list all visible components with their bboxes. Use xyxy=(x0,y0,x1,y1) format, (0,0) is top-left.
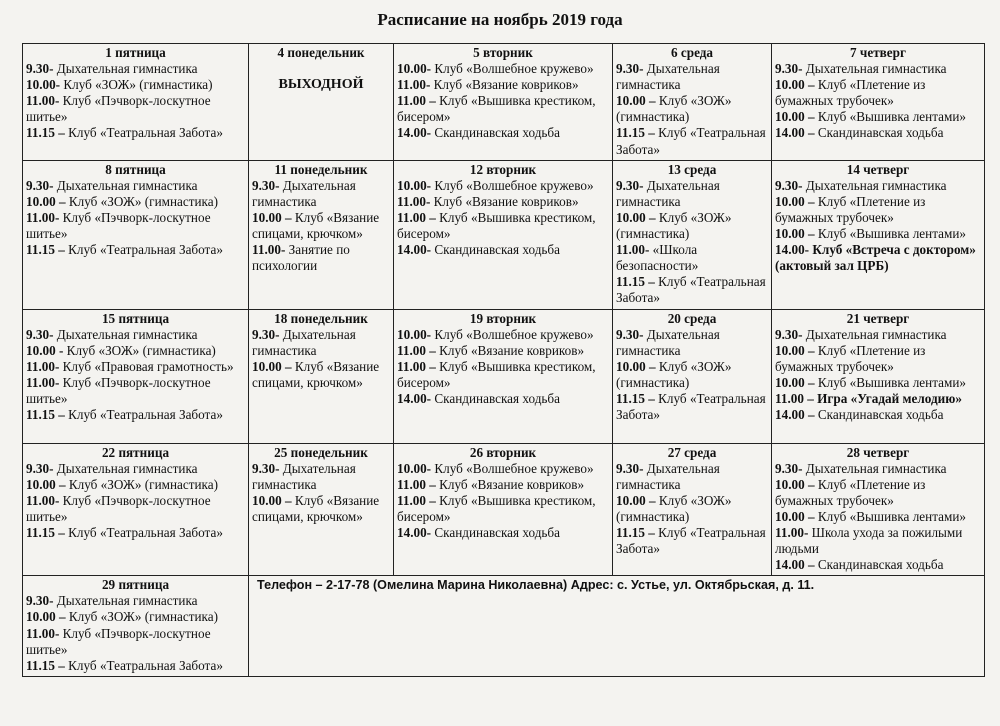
schedule-activity: Дыхательная гимнастика xyxy=(252,326,356,358)
schedule-item xyxy=(397,93,609,125)
schedule-item xyxy=(397,210,609,242)
schedule-item xyxy=(616,178,768,210)
schedule-activity: Клуб «Пэчворк-лоскутное шитье» xyxy=(26,209,211,242)
schedule-item xyxy=(775,343,981,375)
schedule-activity: Клуб «Театральная Забота» xyxy=(616,125,766,157)
schedule-activity: Дыхательная гимнастика xyxy=(805,326,947,342)
day-cell xyxy=(613,160,772,309)
schedule-item xyxy=(252,178,390,210)
schedule-time: 11.00- xyxy=(26,209,60,225)
schedule-item xyxy=(616,525,768,557)
day-cell xyxy=(613,443,772,576)
schedule-item xyxy=(775,407,981,423)
schedule-item xyxy=(775,525,981,557)
day-cell xyxy=(613,309,772,443)
day-heading: 1 пятница xyxy=(105,45,166,60)
day-cell xyxy=(23,160,249,309)
schedule-activity: Скандинавская ходьба xyxy=(817,407,944,423)
schedule-item xyxy=(775,375,981,391)
schedule-time: 11.00 – xyxy=(397,93,436,109)
schedule-activity: Клуб «Театральная Забота» xyxy=(68,242,223,258)
schedule-item xyxy=(252,327,390,359)
schedule-activity: Клуб «Театральная Забота» xyxy=(68,524,223,540)
schedule-activity: Скандинавская ходьба xyxy=(434,242,560,258)
schedule-item xyxy=(775,77,981,109)
week-row xyxy=(23,443,985,576)
schedule-time: 10.00 – xyxy=(775,374,815,390)
day-heading: 21 четверг xyxy=(846,310,910,326)
schedule-item xyxy=(252,359,390,391)
schedule-time: 10.00 – xyxy=(252,492,292,508)
schedule-activity: Клуб «Театральная Забота» xyxy=(68,407,223,423)
schedule-activity: Клуб «Плетение из бумажных трубочек» xyxy=(775,193,926,225)
schedule-activity: Клуб «Вышивка лентами» xyxy=(817,226,966,242)
schedule-time: 11.00 – xyxy=(397,358,436,374)
schedule-activity: Клуб «Встреча с доктором» (актовый зал ЦРБ) xyxy=(775,242,976,274)
schedule-time: 10.00 – xyxy=(252,358,292,374)
schedule-item xyxy=(397,391,609,407)
schedule-time: 11.00- xyxy=(26,374,60,390)
schedule-activity: Клуб «Волшебное кружево» xyxy=(434,177,594,193)
schedule-activity: Дыхательная гимнастика xyxy=(805,61,947,77)
schedule-activity: Клуб «Театральная Забота» xyxy=(616,524,766,557)
schedule-time: 14.00- xyxy=(397,242,432,258)
schedule-time: 11.15 – xyxy=(616,524,655,540)
schedule-time: 11.00- xyxy=(252,242,286,258)
schedule-time: 14.00 – xyxy=(775,125,815,141)
schedule-time: 10.00 – xyxy=(616,93,656,109)
day-off-label: ВЫХОДНОЙ xyxy=(278,77,364,93)
schedule-item xyxy=(775,557,981,573)
schedule-item xyxy=(397,461,609,477)
page-title: Расписание на ноябрь 2019 года xyxy=(377,10,623,29)
schedule-item xyxy=(775,242,981,274)
schedule-item xyxy=(616,274,768,306)
schedule-item xyxy=(26,609,245,625)
contact-info: Телефон – 2-17-78 (Омелина Марина Николаевна) Адрес: с. Устье, ул. Октябрьская, д. 11. xyxy=(257,578,815,593)
schedule-time: 14.00 – xyxy=(775,407,815,423)
schedule-activity: Клуб «ЗОЖ» (гимнастика) xyxy=(66,342,216,358)
schedule-item xyxy=(616,242,768,274)
schedule-activity: Клуб «Пэчворк-лоскутное шитье» xyxy=(26,374,211,406)
schedule-time: 9.30- xyxy=(616,326,644,342)
day-cell xyxy=(772,160,985,309)
schedule-activity: Клуб «ЗОЖ» (гимнастика) xyxy=(68,193,219,209)
schedule-activity: Клуб «Вышивка лентами» xyxy=(817,508,966,524)
schedule-item xyxy=(397,61,609,77)
schedule-item xyxy=(775,509,981,525)
schedule-activity: Клуб «Волшебное кружево» xyxy=(434,326,594,342)
schedule-activity: Дыхательная гимнастика xyxy=(56,593,198,609)
schedule-item xyxy=(26,525,245,541)
schedule-item xyxy=(26,210,245,242)
schedule-item xyxy=(397,327,609,343)
schedule-activity: «Школа безопасности» xyxy=(616,242,699,274)
schedule-activity: Клуб «Волшебное кружево» xyxy=(434,460,594,476)
week-row xyxy=(23,44,985,161)
schedule-time: 11.00- xyxy=(26,492,60,508)
schedule-time: 10.00 - xyxy=(26,342,64,358)
schedule-time: 9.30- xyxy=(252,460,280,476)
schedule-time: 11.15 – xyxy=(26,524,65,540)
schedule-activity: Клуб «ЗОЖ» (гимнастика) xyxy=(68,476,219,492)
schedule-item xyxy=(26,593,245,609)
schedule-item xyxy=(775,461,981,477)
schedule-activity: Клуб «Вышивка крестиком, бисером» xyxy=(397,209,596,242)
day-cell xyxy=(772,309,985,443)
schedule-item xyxy=(252,461,390,493)
schedule-time: 11.00- xyxy=(397,193,431,209)
schedule-activity: Клуб «Вязание ковриков» xyxy=(433,193,579,209)
schedule-activity: Дыхательная гимнастика xyxy=(252,177,356,209)
schedule-item xyxy=(616,391,768,423)
schedule-item xyxy=(26,493,245,525)
day-heading: 25 понедельник xyxy=(274,444,368,460)
schedule-time: 10.00 – xyxy=(26,476,66,492)
schedule-activity: Дыхательная гимнастика xyxy=(56,460,198,476)
schedule-item xyxy=(397,359,609,391)
schedule-time: 9.30- xyxy=(252,177,280,193)
schedule-activity: Скандинавская ходьба xyxy=(817,125,944,141)
schedule-activity: Клуб «Театральная Забота» xyxy=(616,390,766,423)
day-cell xyxy=(772,443,985,576)
schedule-time: 10.00 – xyxy=(616,209,656,225)
schedule-item xyxy=(26,327,245,343)
schedule-activity: Клуб «ЗОЖ» (гимнастика) xyxy=(616,358,732,390)
schedule-activity: Клуб «Пэчворк-лоскутное шитье» xyxy=(26,492,211,524)
schedule-item xyxy=(397,77,609,93)
schedule-activity: Дыхательная гимнастика xyxy=(56,61,198,77)
schedule-activity: Клуб «Вязание ковриков» xyxy=(439,342,585,358)
schedule-item xyxy=(26,194,245,210)
schedule-activity: Клуб «Вязание ковриков» xyxy=(433,77,579,93)
schedule-time: 10.00 – xyxy=(616,358,656,374)
schedule-item xyxy=(775,61,981,77)
day-heading: 14 четверг xyxy=(846,161,910,177)
schedule-time: 10.00 – xyxy=(775,508,815,524)
schedule-item xyxy=(26,658,245,674)
schedule-time: 9.30- xyxy=(26,61,54,77)
schedule-item xyxy=(26,407,245,423)
schedule-time: 9.30- xyxy=(775,61,803,77)
schedule-activity: Клуб «ЗОЖ» (гимнастика) xyxy=(68,609,219,625)
schedule-item xyxy=(26,61,245,77)
schedule-item xyxy=(252,210,390,242)
schedule-table xyxy=(22,43,985,677)
day-heading: 20 среда xyxy=(667,310,717,326)
schedule-item xyxy=(26,343,245,359)
schedule-activity: Клуб «Вышивка лентами» xyxy=(817,109,966,125)
day-cell xyxy=(394,309,613,443)
schedule-time: 10.00 – xyxy=(775,193,815,209)
schedule-time: 10.00 – xyxy=(616,492,656,508)
week-row xyxy=(23,576,985,677)
schedule-time: 10.00 – xyxy=(26,609,66,625)
day-heading: 4 понедельник xyxy=(277,45,365,60)
schedule-item xyxy=(775,391,981,407)
schedule-time: 10.00 – xyxy=(775,77,815,93)
schedule-time: 11.00- xyxy=(616,242,650,258)
day-cell xyxy=(394,44,613,161)
schedule-activity: Дыхательная гимнастика xyxy=(805,460,947,476)
schedule-time: 11.00- xyxy=(775,524,809,540)
schedule-time: 11.00 – xyxy=(397,492,436,508)
schedule-activity: Клуб «Пэчворк-лоскутное шитье» xyxy=(26,93,211,125)
schedule-activity: Клуб «Вязание ковриков» xyxy=(439,476,585,492)
schedule-time: 14.00- xyxy=(397,390,432,406)
schedule-item xyxy=(616,93,768,125)
day-heading: 5 вторник xyxy=(473,45,533,60)
schedule-activity: Дыхательная гимнастика xyxy=(805,177,947,193)
schedule-item xyxy=(616,493,768,525)
day-heading: 18 понедельник xyxy=(274,310,368,326)
schedule-activity: Клуб «Вышивка лентами» xyxy=(817,374,966,390)
schedule-activity: Клуб «Плетение из бумажных трубочек» xyxy=(775,77,926,109)
schedule-time: 10.00 – xyxy=(775,226,815,242)
day-cell xyxy=(613,44,772,161)
schedule-item xyxy=(26,93,245,125)
schedule-time: 11.00- xyxy=(26,625,60,641)
schedule-item xyxy=(616,461,768,493)
schedule-activity: Клуб «Вязание спицами, крючком» xyxy=(252,358,380,390)
schedule-time: 9.30- xyxy=(775,326,803,342)
schedule-activity: Занятие по психологии xyxy=(252,242,350,274)
day-cell xyxy=(23,576,249,677)
schedule-time: 14.00- xyxy=(775,242,810,258)
schedule-activity: Дыхательная гимнастика xyxy=(616,460,720,492)
schedule-time: 11.15 – xyxy=(26,657,65,673)
schedule-activity: Дыхательная гимнастика xyxy=(616,177,720,209)
schedule-time: 9.30- xyxy=(252,326,280,342)
schedule-activity: Клуб «Театральная Забота» xyxy=(616,274,766,306)
schedule-item xyxy=(616,210,768,242)
schedule-time: 10.00- xyxy=(397,460,432,476)
schedule-activity: Скандинавская ходьба xyxy=(434,125,560,141)
schedule-activity: Клуб «Волшебное кружево» xyxy=(434,61,594,77)
schedule-time: 11.15 – xyxy=(616,125,655,141)
schedule-time: 10.00 – xyxy=(775,109,815,125)
schedule-time: 10.00- xyxy=(26,77,61,93)
day-cell xyxy=(249,44,394,161)
schedule-activity: Клуб «Вязание спицами, крючком» xyxy=(252,209,380,242)
day-heading: 11 понедельник xyxy=(274,161,368,177)
schedule-activity: Клуб «Театральная Забота» xyxy=(68,657,223,673)
schedule-item xyxy=(26,477,245,493)
contact-cell xyxy=(249,576,985,677)
schedule-activity: Клуб «Вышивка крестиком, бисером» xyxy=(397,492,596,524)
schedule-activity: Скандинавская ходьба xyxy=(434,390,560,406)
schedule-item xyxy=(775,477,981,509)
schedule-time: 9.30- xyxy=(616,460,644,476)
schedule-time: 10.00 – xyxy=(775,476,815,492)
schedule-item xyxy=(775,194,981,226)
day-cell xyxy=(23,443,249,576)
schedule-item xyxy=(252,493,390,525)
schedule-time: 11.15 – xyxy=(26,125,65,141)
schedule-time: 9.30- xyxy=(616,177,644,193)
schedule-activity: Скандинавская ходьба xyxy=(434,524,560,540)
schedule-time: 11.15 – xyxy=(26,407,65,423)
day-heading: 26 вторник xyxy=(469,444,537,460)
schedule-activity: Дыхательная гимнастика xyxy=(56,177,198,193)
schedule-activity: Клуб «Плетение из бумажных трубочек» xyxy=(775,476,926,508)
schedule-time: 11.00 – xyxy=(397,342,436,358)
schedule-item xyxy=(397,178,609,194)
schedule-time: 14.00 – xyxy=(775,557,815,573)
day-heading: 28 четверг xyxy=(846,444,910,460)
schedule-activity: Клуб «ЗОЖ» (гимнастика) xyxy=(63,77,213,93)
schedule-time: 9.30- xyxy=(26,460,54,476)
schedule-item xyxy=(397,125,609,141)
schedule-item xyxy=(775,109,981,125)
schedule-item xyxy=(616,327,768,359)
day-cell xyxy=(249,309,394,443)
day-heading: 7 четверг xyxy=(850,45,906,60)
schedule-item xyxy=(26,375,245,407)
schedule-item xyxy=(397,343,609,359)
schedule-time: 9.30- xyxy=(26,593,54,609)
schedule-item xyxy=(775,226,981,242)
day-heading: 15 пятница xyxy=(101,310,170,326)
schedule-item xyxy=(616,61,768,93)
day-heading: 13 среда xyxy=(667,161,717,177)
schedule-activity: Игра «Угадай мелодию» xyxy=(817,390,962,406)
schedule-activity: Клуб «Плетение из бумажных трубочек» xyxy=(775,342,926,374)
day-cell xyxy=(23,44,249,161)
schedule-activity: Клуб «Правовая грамотность» xyxy=(62,358,234,374)
schedule-item xyxy=(775,178,981,194)
schedule-activity: Дыхательная гимнастика xyxy=(252,460,356,492)
schedule-time: 11.00- xyxy=(26,93,60,109)
schedule-time: 11.00 – xyxy=(775,390,814,406)
schedule-item xyxy=(26,626,245,658)
schedule-time: 11.00 – xyxy=(397,476,436,492)
schedule-activity: Дыхательная гимнастика xyxy=(56,326,198,342)
schedule-item xyxy=(616,125,768,157)
schedule-activity: Клуб «Вязание спицами, крючком» xyxy=(252,492,380,524)
day-heading: 8 пятница xyxy=(105,161,166,177)
schedule-time: 10.00 – xyxy=(775,342,815,358)
day-cell xyxy=(394,443,613,576)
schedule-time: 10.00- xyxy=(397,326,432,342)
schedule-item xyxy=(775,125,981,141)
schedule-time: 14.00- xyxy=(397,125,432,141)
schedule-item xyxy=(775,327,981,343)
schedule-item xyxy=(26,178,245,194)
day-heading: 27 среда xyxy=(667,444,717,460)
schedule-time: 9.30- xyxy=(775,177,803,193)
day-cell xyxy=(249,160,394,309)
schedule-time: 10.00 – xyxy=(252,209,292,225)
schedule-activity: Дыхательная гимнастика xyxy=(616,61,720,93)
schedule-time: 10.00- xyxy=(397,177,432,193)
schedule-item xyxy=(26,359,245,375)
schedule-time: 9.30- xyxy=(775,460,803,476)
schedule-activity: Клуб «Вышивка крестиком, бисером» xyxy=(397,358,596,390)
day-heading: 19 вторник xyxy=(469,310,537,326)
schedule-time: 9.30- xyxy=(26,326,54,342)
day-cell xyxy=(772,44,985,161)
day-heading: 22 пятница xyxy=(101,444,170,460)
schedule-activity: Клуб «Вышивка крестиком, бисером» xyxy=(397,93,596,125)
schedule-item xyxy=(397,194,609,210)
schedule-item xyxy=(397,525,609,541)
schedule-item xyxy=(616,359,768,391)
schedule-activity: Скандинавская ходьба xyxy=(817,557,944,573)
schedule-activity: Клуб «ЗОЖ» (гимнастика) xyxy=(616,492,732,524)
schedule-time: 9.30- xyxy=(616,61,644,77)
schedule-item xyxy=(397,493,609,525)
schedule-item xyxy=(26,77,245,93)
schedule-item xyxy=(26,125,245,141)
schedule-time: 11.15 – xyxy=(616,274,655,290)
day-cell xyxy=(249,443,394,576)
schedule-activity: Клуб «ЗОЖ» (гимнастика) xyxy=(616,93,732,125)
schedule-activity: Дыхательная гимнастика xyxy=(616,326,720,358)
schedule-item xyxy=(26,461,245,477)
day-cell xyxy=(394,160,613,309)
schedule-time: 10.00- xyxy=(397,61,432,77)
day-heading: 29 пятница xyxy=(101,577,170,593)
schedule-activity: Клуб «Пэчворк-лоскутное шитье» xyxy=(26,625,211,657)
schedule-activity: Клуб «ЗОЖ» (гимнастика) xyxy=(616,209,732,242)
schedule-time: 11.00 – xyxy=(397,209,436,225)
schedule-time: 11.15 – xyxy=(616,390,655,406)
week-row xyxy=(23,309,985,443)
schedule-time: 11.15 – xyxy=(26,242,65,258)
week-row xyxy=(23,160,985,309)
schedule-activity: Клуб «Театральная Забота» xyxy=(68,125,223,141)
schedule-item xyxy=(397,477,609,493)
schedule-item xyxy=(397,242,609,258)
day-heading: 6 среда xyxy=(670,45,714,60)
schedule-time: 14.00- xyxy=(397,524,432,540)
schedule-time: 11.00- xyxy=(26,358,60,374)
schedule-time: 11.00- xyxy=(397,77,431,93)
schedule-activity: Школа ухода за пожилыми людьми xyxy=(775,524,963,557)
schedule-item xyxy=(26,242,245,258)
schedule-time: 10.00 – xyxy=(26,193,66,209)
schedule-item xyxy=(252,242,390,274)
day-cell xyxy=(23,309,249,443)
schedule-time: 9.30- xyxy=(26,177,54,193)
day-heading: 12 вторник xyxy=(469,161,537,177)
